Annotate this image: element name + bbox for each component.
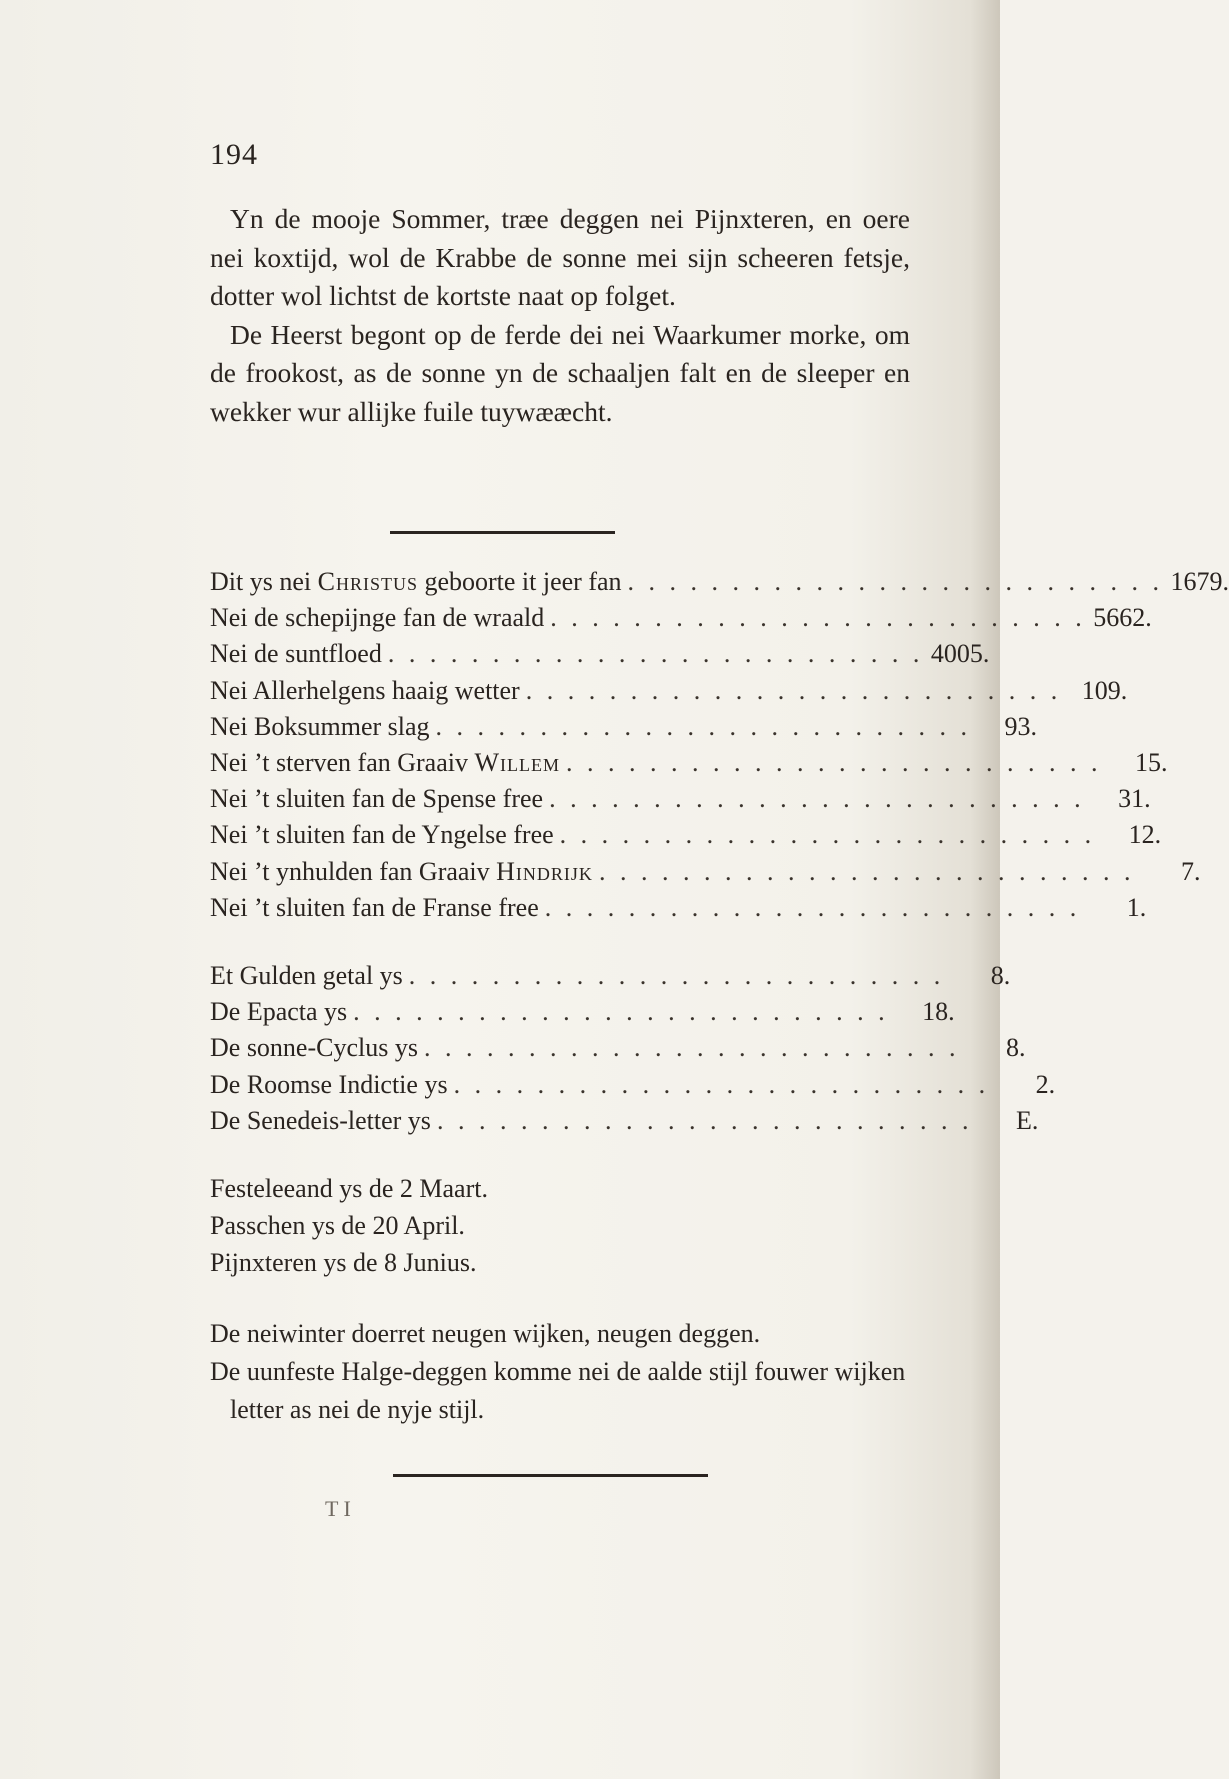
note-line-1: De neiwinter doerret neugen wijken, neugen deggen. — [210, 1319, 761, 1348]
leader-dots: . . . . . . . . . . . . . . . . . . . . . . . . . . — [559, 820, 1096, 850]
leader-dots: . . . . . . . . . . . . . . . . . . . . . . . . . . — [435, 711, 972, 741]
row-label: Nei Boksummer slag — [210, 711, 430, 741]
row-value: 5662. — [1093, 603, 1152, 633]
chronology-table — [210, 567, 1229, 929]
page-number: 194 — [210, 138, 258, 171]
row-name: Hindrijk — [496, 856, 593, 886]
chronology-row — [210, 856, 1201, 893]
row-label: Nei ’t ynhulden fan Graaiv — [210, 856, 497, 886]
feast-line: Pijnxteren ys de 8 Junius. — [210, 1248, 477, 1277]
row-name: Christus — [317, 567, 418, 596]
intro-paragraph-1: Yn de mooje Sommer, træe deggen nei Pijnxteren, en oere nei koxtijd, wol de Krabbe de sonne mei sijn scheeren fetsje, dotter wol lichtst de kortste naat op folget. — [210, 203, 910, 311]
row-label: Nei ’t sluiten fan de Yngelse free — [210, 820, 554, 850]
row-label: De sonne-Cyclus ys — [210, 1033, 418, 1063]
row-label: Nei Allerhelgens haaig wetter — [210, 675, 520, 705]
row-value: 15. — [1135, 747, 1168, 777]
row-value: 12. — [1128, 820, 1162, 850]
row-name: Willem — [474, 747, 560, 777]
row-label: Et Gulden getal ys — [210, 961, 403, 990]
note-line-2: De uunfeste Halge-deggen komme nei de aalde stijl fouwer wijken letter as nei de nyje stijl. — [210, 1357, 906, 1424]
leader-dots: . . . . . . . . . . . . . . . . . . . . . . . . . . — [549, 784, 1085, 814]
row-value: 4005. — [930, 639, 990, 669]
row-value: 1679. — [1170, 567, 1229, 596]
row-value: 109. — [1081, 675, 1128, 705]
row-value: 8. — [990, 961, 1011, 990]
chronology-row — [210, 603, 1152, 639]
feast-dates — [210, 1170, 488, 1281]
row-value: 31. — [1118, 784, 1151, 814]
leader-dots: . . . . . . . . . . . . . . . . . . . . . . . . . . — [550, 603, 1086, 633]
chronology-row — [210, 747, 1168, 784]
leader-dots: . . . . . . . . . . . . . . . . . . . . . . . . . . — [627, 567, 1164, 596]
leader-dots: . . . . . . . . . . . . . . . . . . . . . . . . . . — [423, 1033, 960, 1063]
computus-row — [210, 1069, 1056, 1106]
leader-dots: . . . . . . . . . . . . . . . . . . . . . . . . . . — [453, 1069, 990, 1099]
leader-dots: . . . . . . . . . . . . . . . . . . . . . . . . . . — [525, 675, 1062, 705]
row-label: Dit ys nei — [210, 567, 318, 596]
feast-line: Festeleeand ys de 2 Maart. — [210, 1174, 488, 1203]
chronology-row — [210, 567, 1229, 603]
leader-dots: . . . . . . . . . . . . . . . . . . . . . . . . . . — [353, 997, 889, 1027]
chronology-row — [210, 820, 1162, 856]
leader-dots: . . . . . . . . . . . . . . . . . . . . . . . . . . — [436, 1105, 973, 1135]
row-value: 8. — [1005, 1033, 1026, 1063]
computus-row — [210, 961, 1011, 997]
row-label: De Senedeis-letter ys — [210, 1105, 431, 1135]
leader-dots: . . . . . . . . . . . . . . . . . . . . . . . . . . — [408, 961, 945, 990]
row-value: E. — [1016, 1105, 1039, 1135]
chronology-row — [210, 639, 990, 675]
feast-line: Passchen ys de 20 April. — [210, 1211, 465, 1240]
row-label: De Roomse Indictie ys — [210, 1069, 448, 1099]
leader-dots: . . . . . . . . . . . . . . . . . . . . . . . . . . — [544, 892, 1081, 922]
intro-paragraph-2: De Heerst begont op de ferde dei nei Waarkumer morke, om de frookost, as de sonne yn de schaaljen falt en de sleeper en wekker wur allijke fuile tuywææcht. — [210, 318, 910, 427]
computus-row — [210, 1033, 1026, 1069]
row-label: Nei de suntfloed — [210, 639, 382, 669]
leader-dots: . . . . . . . . . . . . . . . . . . . . . . . . . . — [566, 747, 1102, 777]
leader-dots: . . . . . . . . . . . . . . . . . . . . . . . . . . — [598, 856, 1135, 886]
notes — [210, 1315, 910, 1429]
computus-row — [210, 1105, 1039, 1142]
row-value: 93. — [1004, 711, 1038, 741]
chronology-row — [210, 784, 1151, 820]
chronology-row — [210, 711, 1038, 748]
top-divider — [390, 531, 615, 534]
computus-table — [210, 961, 1056, 1142]
chronology-row — [210, 675, 1128, 712]
row-label: Nei ’t sluiten fan de Spense free — [210, 784, 544, 814]
row-label: De Epacta ys — [210, 997, 348, 1027]
bottom-divider — [393, 1474, 708, 1477]
row-value: 1. — [1126, 892, 1147, 922]
chronology-row — [210, 892, 1147, 929]
computus-row — [210, 997, 955, 1033]
row-value: 18. — [922, 997, 955, 1027]
row-value: 2. — [1035, 1069, 1056, 1099]
intro-text — [210, 200, 910, 431]
row-value: 7. — [1180, 856, 1201, 886]
leader-dots: . . . . . . . . . . . . . . . . . . . . . . . . . . — [387, 639, 924, 669]
row-label: Nei ’t sluiten fan de Franse free — [210, 892, 539, 922]
row-label: Nei de schepijnge fan de wraald — [210, 603, 545, 633]
signature-mark: T I — [325, 1496, 351, 1521]
row-label-after: geboorte it jeer fan — [417, 567, 622, 596]
row-label: Nei ’t sterven fan Graaiv — [210, 747, 475, 777]
